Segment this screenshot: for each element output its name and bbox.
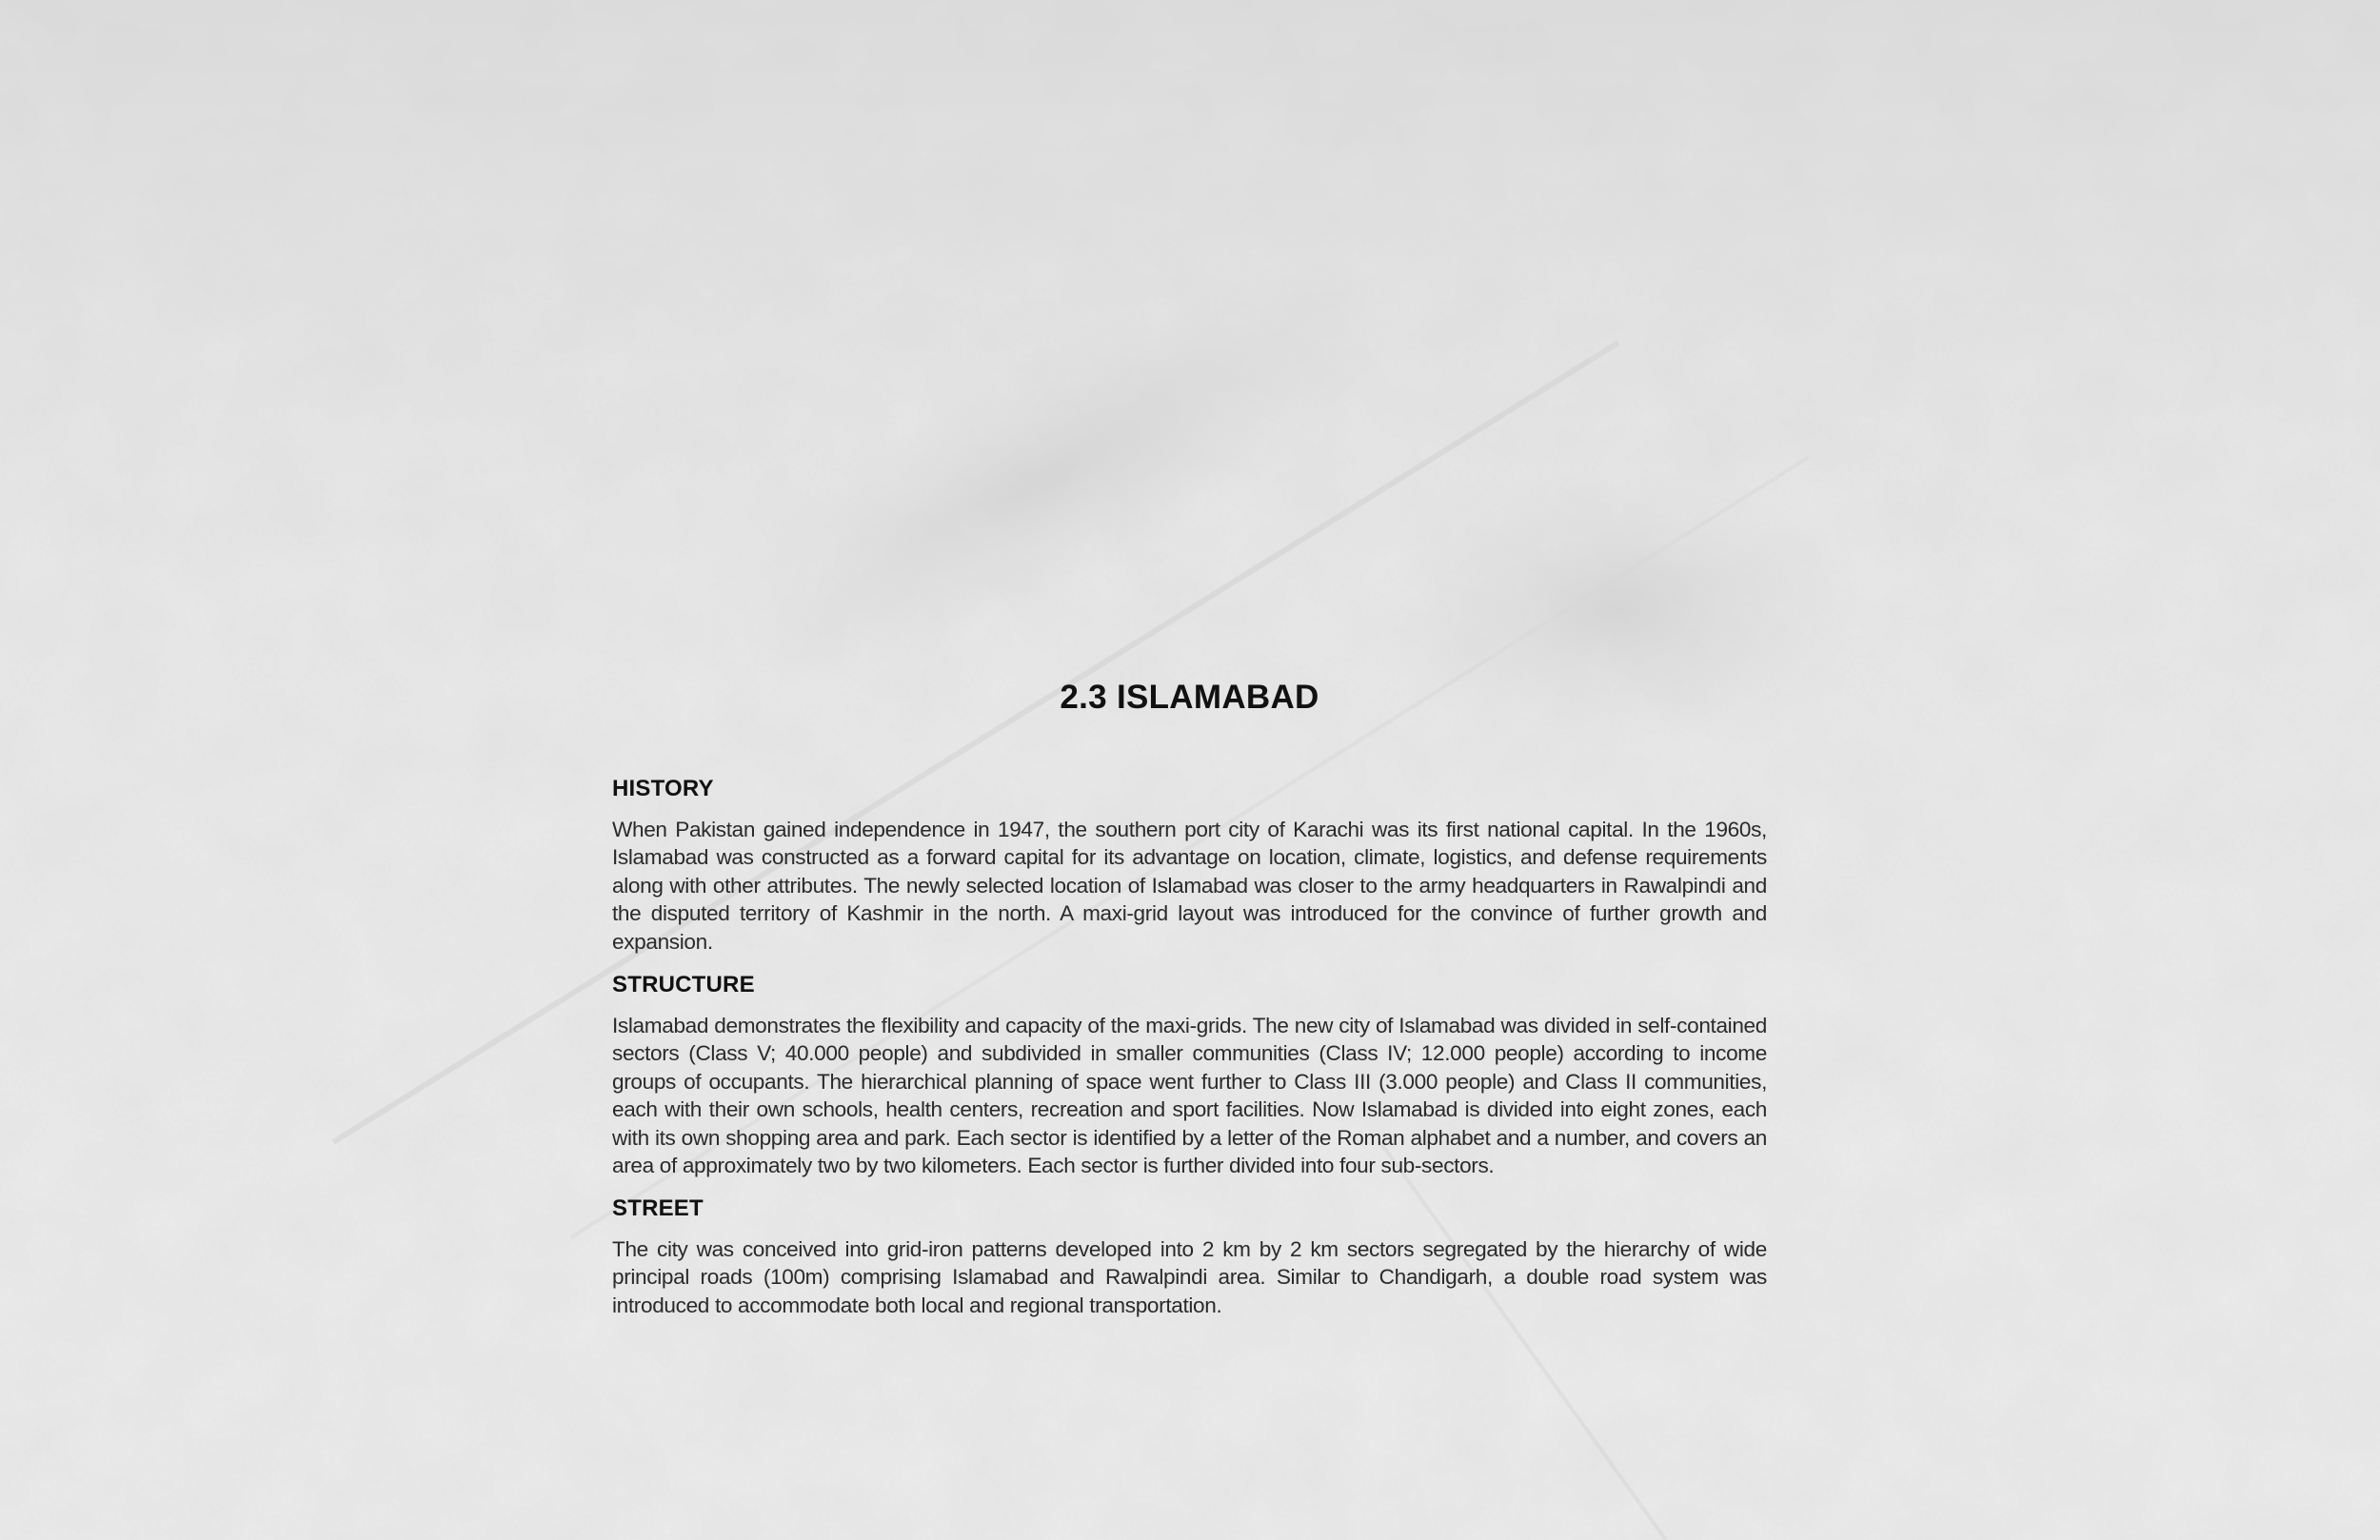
structure-heading: STRUCTURE [612, 972, 755, 997]
structure-paragraph: Islamabad demonstrates the flexibility and capacity of the maxi-grids. The new city of Islamabad was divided in self-contained sectors (Class V; 40.000 people) and subdivided in smaller communities (Class IV; 12.000 people) according to income groups of occupants. The hierarchical planning of space went further to Class III (3.000 people) and Class II communities, each with their own schools, health centers, recreation and sport facilities. Now Islamabad is divided into eight zones, each with its own shopping area and park. Each sector is identified by a letter of the Roman alphabet and a number, and covers an area of approximately two by two kilometers. Each sector is further divided into four sub-sectors. [612, 1014, 1767, 1178]
page-title: 2.3 ISLAMABAD [1060, 679, 1319, 716]
history-paragraph: When Pakistan gained independence in 1947, the southern port city of Karachi was its first national capital. In the 1960s, Islamabad was constructed as a forward capital for its advantage on location, climate, logistics, and defense requirements along with other attributes. The newly selected location of Islamabad was closer to the army headquarters in Rawalpindi and the disputed territory of Kashmir in the north. A maxi-grid layout was introduced for the convince of further growth and expansion. [612, 818, 1767, 954]
street-paragraph: The city was conceived into grid-iron patterns developed into 2 km by 2 km sectors segregated by the hierarchy of wide principal roads (100m) comprising Islamabad and Rawalpindi area. Similar to Chandigarh, a double road system was introduced to accommodate both local and regional transportation. [612, 1237, 1767, 1317]
history-heading: HISTORY [612, 776, 714, 801]
street-heading: STREET [612, 1195, 704, 1221]
